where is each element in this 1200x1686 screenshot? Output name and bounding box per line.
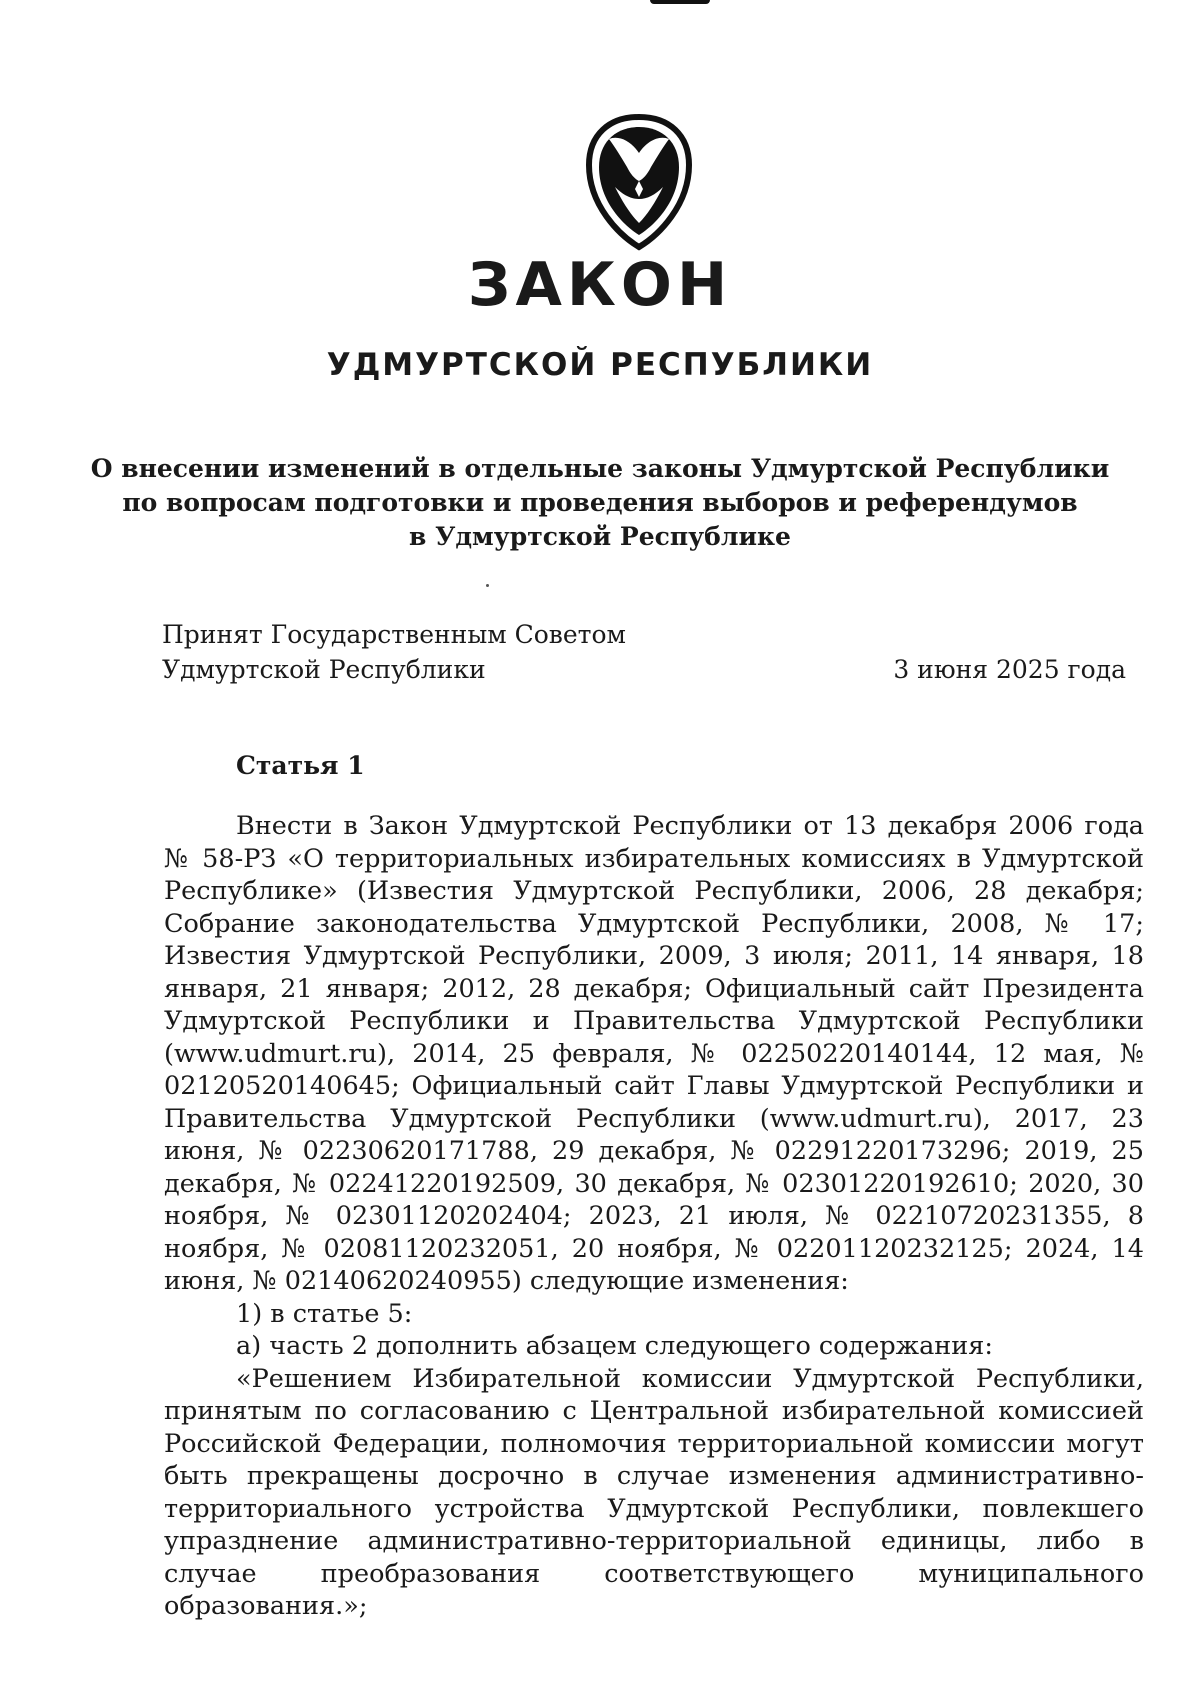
adoption-line-2: Удмуртской Республики	[162, 655, 486, 684]
udmurt-coat-of-arms-emblem	[579, 113, 699, 251]
article-intro-paragraph: Внести в Закон Удмуртской Республики от 13 декабря 2006 года № 58-РЗ «О территориальных избирательных комиссиях в Удмуртской Республике» (Известия Удмуртской Республики, 2006, 28 декабря; Собрание законодательства Удмуртской Республики, 2008, № 17; Известия Удмуртской Республики, 2009, 3 июля; 2011, 14 января, 18 января, 21 января; 2012, 28 декабря; Официальный сайт Президента Удмуртской Республики и Правительства Удмуртской Республики (www.udmurt.ru), 2014, 25 февраля, № 02250220140144, 12 мая, № 02120520140645; Официальный сайт Главы Удмуртской Республики и Правительства Удмуртской Республики (www.udmurt.ru), 2017, 23 июня, № 02230620171788, 29 декабря, № 02291220173296; 2019, 25 декабря, № 02241220192509, 30 декабря, № 02301220192610; 2020, 30 ноября, № 02301120202404; 2023, 21 июля, № 02210720231355, 8 ноября, № 02081120232051, 20 ноября, № 02201120232125; 2024, 14 июня, № 02140620240955) следующие изменения:	[164, 811, 1144, 1296]
article-heading: Статья 1	[236, 751, 365, 780]
article-body	[164, 810, 1144, 1623]
quoted-amendment: «Решением Избирательной комиссии Удмуртской Республики, принятым по согласованию с Центральной избирательной комиссией Российской Федерации, полномочия территориальной комиссии могут быть прекращены досрочно в случае изменения административно-территориального устройства Удмуртской Республики, повлекшего упразднение административно-территориальной единицы, либо в случае преобразования соответствующего муниципального образования.»;	[164, 1363, 1144, 1621]
document-title: ЗАКОН	[467, 250, 733, 320]
scan-artifact	[650, 0, 710, 4]
item-1: 1) в статье 5:	[236, 1298, 413, 1329]
subject-line-3: в Удмуртской Республике	[409, 522, 791, 551]
adoption-statement	[162, 617, 626, 687]
item-1a: а) часть 2 дополнить абзацем следующего содержания:	[236, 1331, 993, 1361]
subject-line-2: по вопросам подготовки и проведения выборов и референдумов	[122, 488, 1078, 517]
document-subtitle: УДМУРТСКОЙ РЕСПУБЛИКИ	[326, 347, 874, 383]
adoption-date: 3 июня 2025 года	[893, 655, 1126, 684]
law-subject	[0, 452, 1200, 554]
scan-dot	[486, 584, 489, 587]
adoption-line-1: Принят Государственным Советом	[162, 620, 626, 649]
subject-line-1: О внесении изменений в отдельные законы Удмуртской Республики	[90, 454, 1110, 483]
